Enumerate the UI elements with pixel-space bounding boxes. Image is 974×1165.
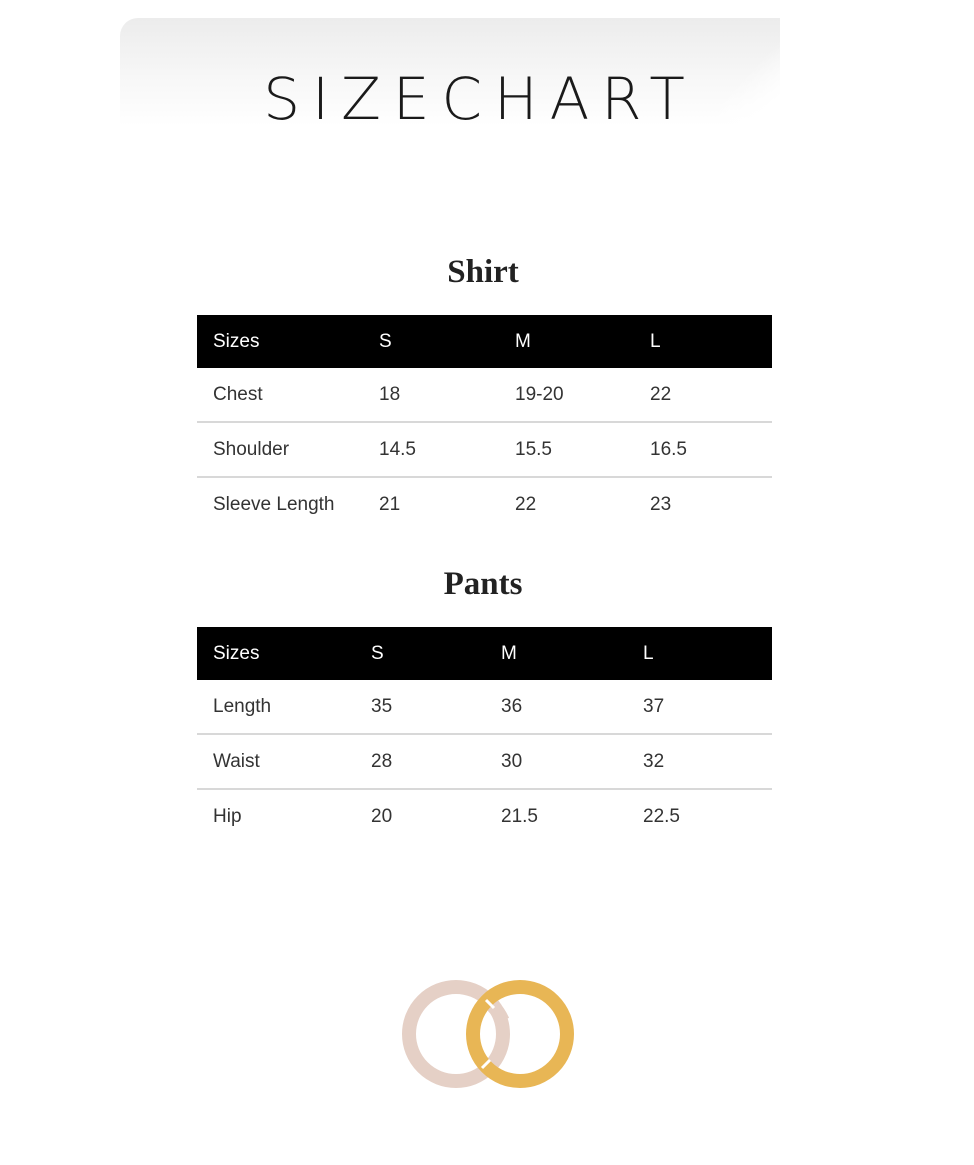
cell-value: 16.5 <box>650 439 687 460</box>
row-label: Shoulder <box>213 439 290 460</box>
cell-value: 28 <box>371 751 393 772</box>
row-label: Length <box>213 696 272 717</box>
table-row <box>197 423 772 478</box>
cell-value: 15.5 <box>515 439 552 460</box>
column-header-sizes: Sizes <box>213 331 260 352</box>
pants-section-title: Pants <box>443 566 523 602</box>
cell-value: 20 <box>371 806 393 827</box>
row-label: Hip <box>213 806 242 827</box>
cell-value: 14.5 <box>379 439 416 460</box>
cell-value: 22.5 <box>643 806 680 827</box>
table-row <box>197 368 772 423</box>
row-label: Chest <box>213 384 263 405</box>
row-label: Sleeve Length <box>213 494 335 515</box>
column-header-l: L <box>643 643 654 664</box>
cell-value: 32 <box>643 751 665 772</box>
table-row <box>197 735 772 790</box>
table-header-row <box>197 627 772 680</box>
table-row <box>197 478 772 531</box>
table-header-row <box>197 315 772 368</box>
column-header-m: M <box>501 643 517 664</box>
page-title: SIZECHART <box>263 65 697 133</box>
column-header-m: M <box>515 331 531 352</box>
cell-value: 21 <box>379 494 401 515</box>
cell-value: 22 <box>650 384 672 405</box>
cell-value: 35 <box>371 696 393 717</box>
cell-value: 21.5 <box>501 806 538 827</box>
column-header-sizes: Sizes <box>213 643 260 664</box>
column-header-s: S <box>379 331 392 352</box>
column-header-l: L <box>650 331 661 352</box>
interlocking-rings-icon <box>398 976 578 1092</box>
cell-value: 22 <box>515 494 537 515</box>
table-row <box>197 790 772 843</box>
cell-value: 30 <box>501 751 523 772</box>
cell-value: 18 <box>379 384 401 405</box>
column-header-s: S <box>371 643 384 664</box>
cell-value: 19-20 <box>515 384 564 405</box>
row-label: Waist <box>213 751 260 772</box>
cell-value: 23 <box>650 494 672 515</box>
shirt-size-table <box>197 315 772 531</box>
shirt-section-title: Shirt <box>447 254 519 290</box>
cell-value: 37 <box>643 696 665 717</box>
pants-size-table <box>197 627 772 843</box>
cell-value: 36 <box>501 696 523 717</box>
table-row <box>197 680 772 735</box>
